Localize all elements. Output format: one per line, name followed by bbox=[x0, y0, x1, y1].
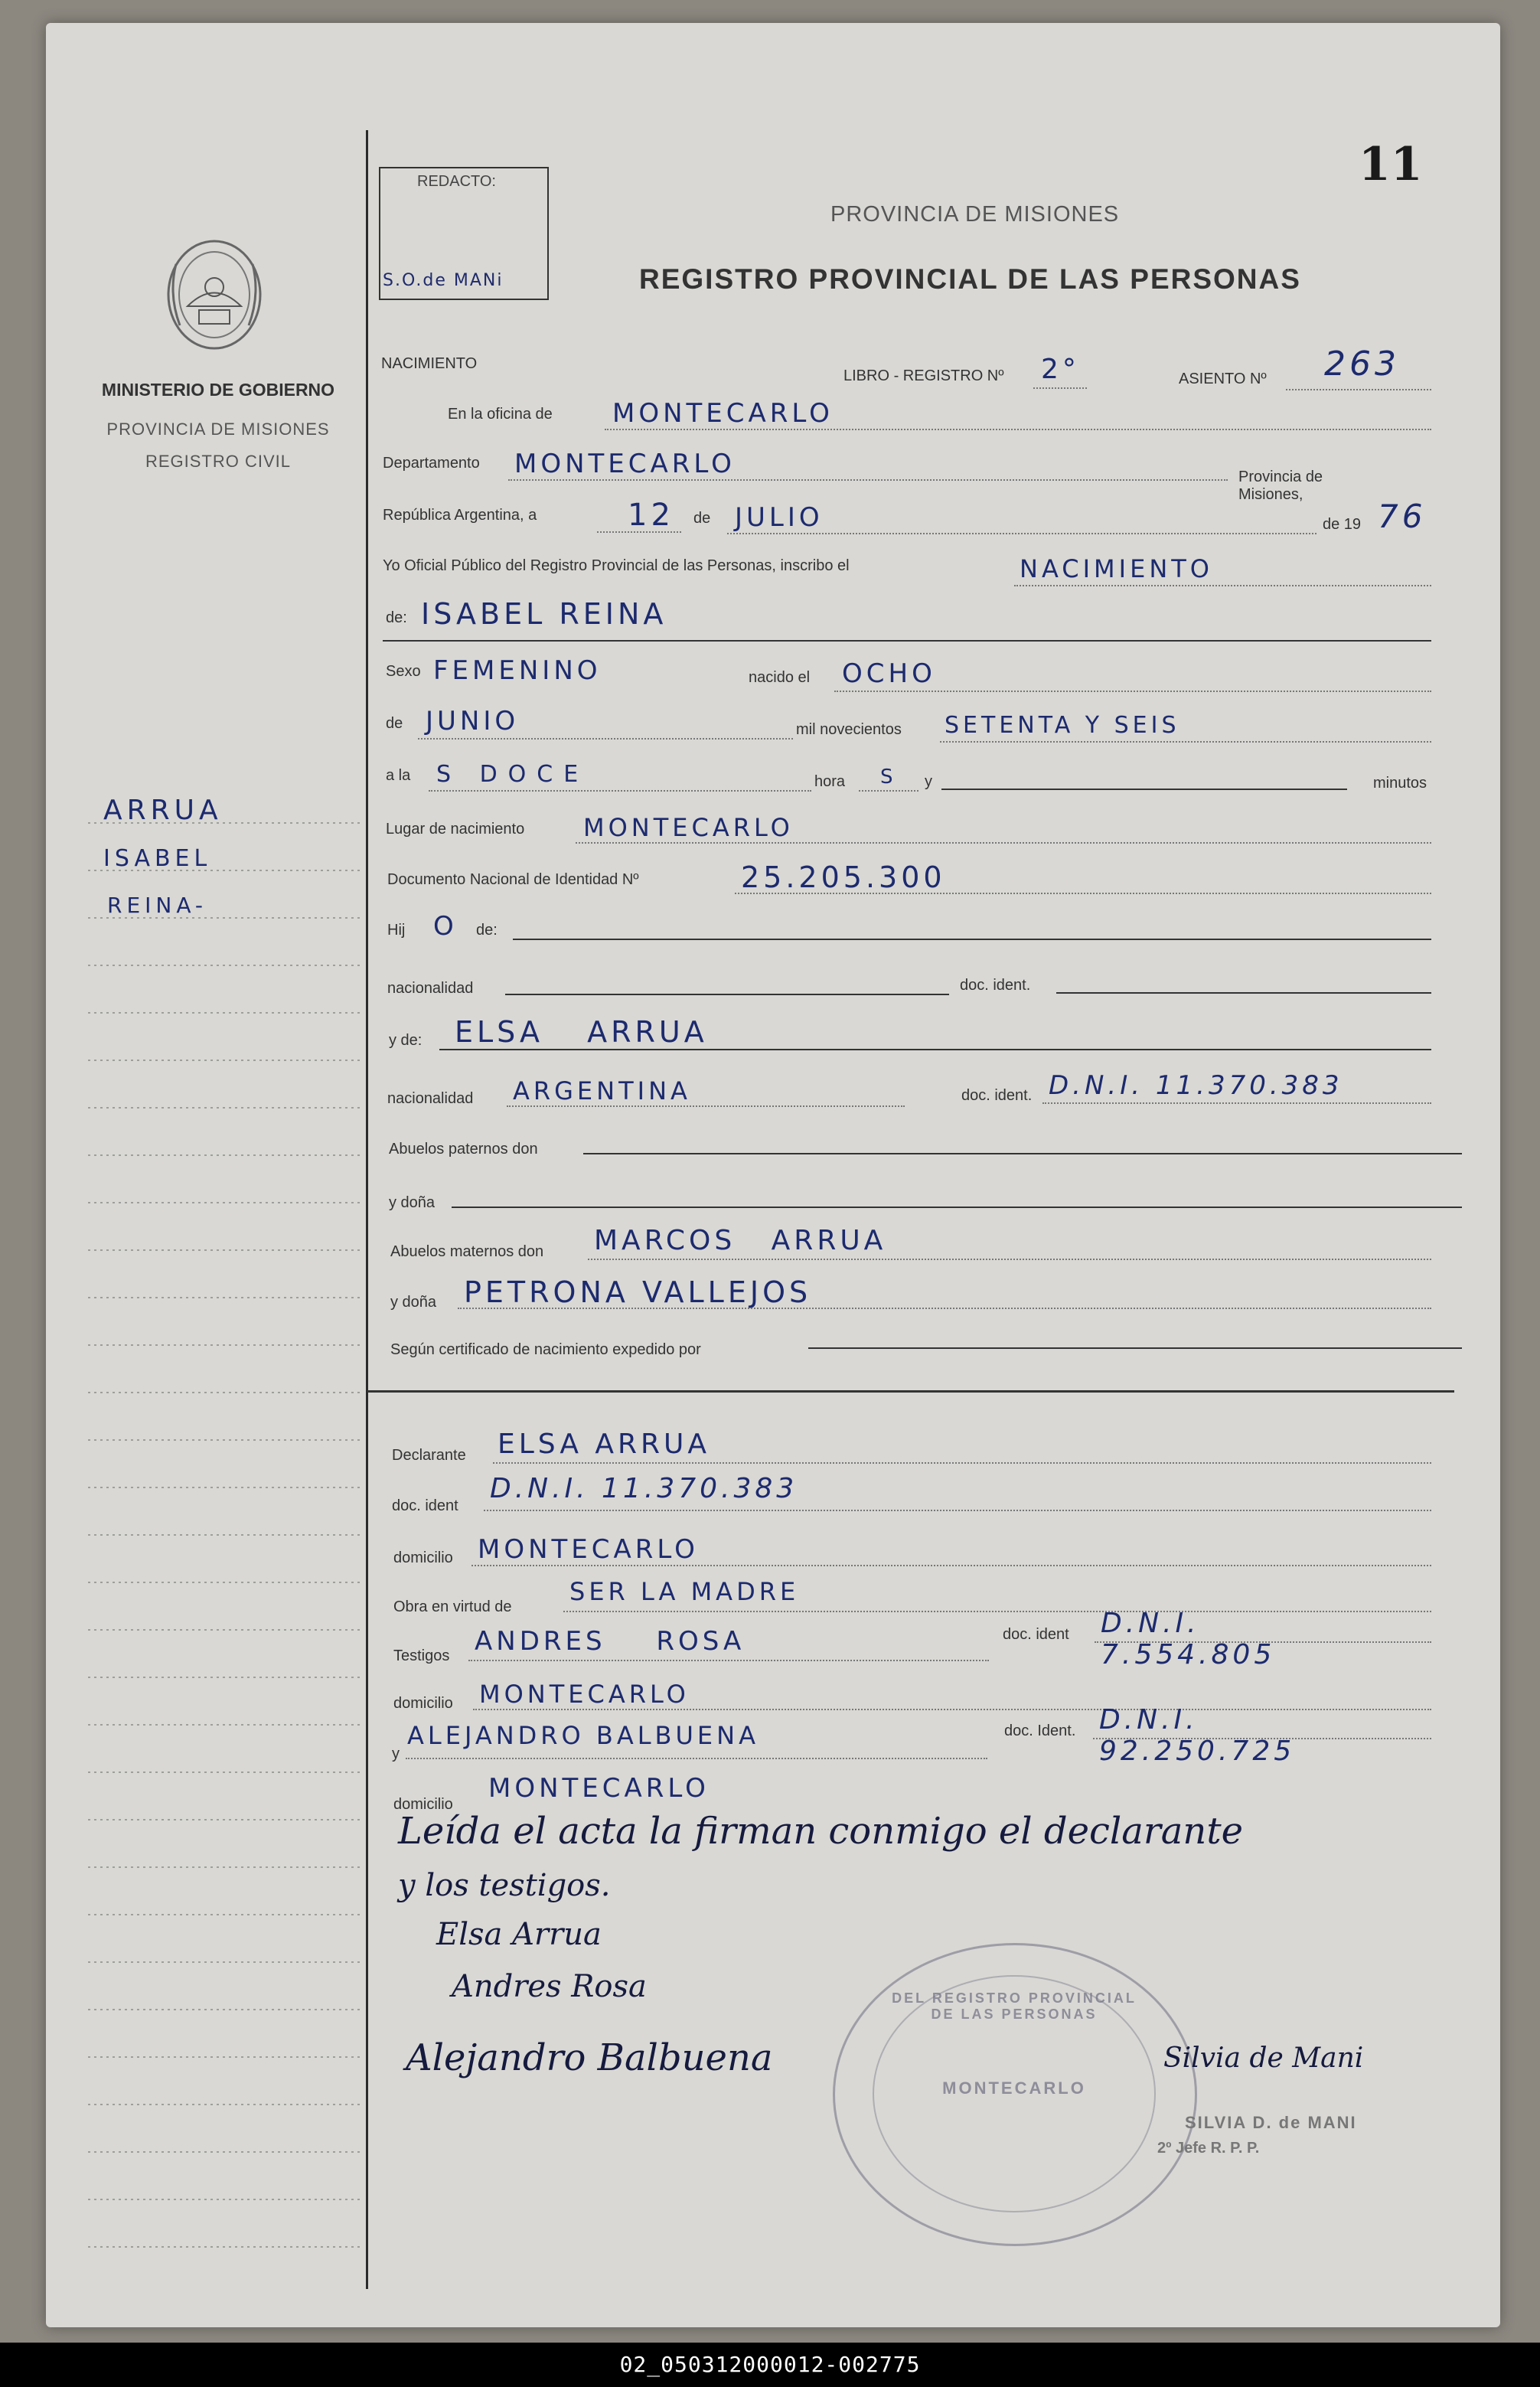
doc-ident2-line bbox=[1042, 1102, 1431, 1104]
asiento-value: 263 bbox=[1324, 344, 1400, 384]
libro-label: LIBRO - REGISTRO Nº bbox=[843, 367, 1004, 384]
departamento-value: MONTECARLO bbox=[514, 449, 736, 479]
dni-label: Documento Nacional de Identidad Nº bbox=[387, 871, 639, 888]
y-dona2-label: y doña bbox=[390, 1294, 437, 1311]
nacido-line bbox=[834, 691, 1431, 692]
abuelos-pat-label: Abuelos paternos don bbox=[389, 1141, 538, 1158]
republica-label: República Argentina, a bbox=[383, 507, 537, 524]
domicilio2-label: domicilio bbox=[393, 1695, 453, 1712]
month-value: JULIO bbox=[735, 502, 824, 533]
registry-heading: REGISTRO PROVINCIAL DE LAS PERSONAS bbox=[639, 263, 1301, 295]
abuelos-mat-line bbox=[588, 1259, 1431, 1260]
nacido-label: nacido el bbox=[749, 669, 811, 686]
oficial-line bbox=[1014, 585, 1431, 586]
month-line bbox=[727, 533, 1317, 534]
sexo-label: Sexo bbox=[386, 663, 421, 680]
declarante-label: Declarante bbox=[392, 1447, 466, 1464]
birth-month-value: JUNIO bbox=[426, 706, 520, 736]
doc-ident2-value: D.N.I. 11.370.383 bbox=[1049, 1070, 1343, 1101]
abuelos-mat-value: MARCOS ARRUA bbox=[594, 1225, 887, 1256]
oficina-value: MONTECARLO bbox=[612, 398, 834, 429]
closing-line-1: Leída el acta la firman conmigo el declarante bbox=[398, 1810, 1244, 1853]
page-number: 11 bbox=[1359, 138, 1423, 191]
obra-value: SER LA MADRE bbox=[569, 1577, 800, 1606]
document-sheet bbox=[46, 23, 1500, 2327]
redacto-value: S.O.de MANi bbox=[383, 271, 504, 290]
testigo1-line bbox=[468, 1660, 989, 1661]
domicilio-value: MONTECARLO bbox=[478, 1534, 699, 1565]
testigo2-y-label: y bbox=[392, 1745, 400, 1762]
mother-line bbox=[439, 1049, 1431, 1050]
ministry-label: MINISTERIO DE GOBIERNO bbox=[101, 380, 335, 400]
nacionalidad2-value: ARGENTINA bbox=[513, 1076, 691, 1105]
testigo2-doc-value: D.N.I. 92.250.725 bbox=[1099, 1704, 1296, 1767]
abuelos-mat-label: Abuelos maternos don bbox=[390, 1243, 544, 1260]
oficial-value: NACIMIENTO bbox=[1020, 554, 1213, 583]
father-line bbox=[513, 939, 1431, 940]
oficina-label: En la oficina de bbox=[448, 406, 553, 423]
hora-line bbox=[859, 790, 918, 792]
testigo2-value: ALEJANDRO BALBUENA bbox=[407, 1721, 759, 1750]
testigos-label: Testigos bbox=[393, 1647, 450, 1664]
testigo2-doc-label: doc. Ident. bbox=[1004, 1722, 1076, 1739]
testigo2-doc-line bbox=[1093, 1738, 1431, 1739]
nacionalidad-line bbox=[505, 994, 949, 995]
segun-line bbox=[808, 1347, 1462, 1349]
closing-line-2: y los testigos. bbox=[398, 1868, 611, 1903]
oficina-line bbox=[605, 429, 1431, 430]
sexo-value: FEMENINO bbox=[433, 655, 602, 686]
redacto-label: REDACTO: bbox=[417, 173, 496, 190]
dni-value: 25.205.300 bbox=[741, 860, 946, 894]
name-line bbox=[383, 640, 1431, 642]
decl-doc-line bbox=[484, 1510, 1431, 1511]
libro-line bbox=[1033, 387, 1087, 389]
y-dona-line bbox=[452, 1207, 1462, 1208]
alas-label: a la bbox=[386, 767, 411, 784]
asiento-line bbox=[1286, 389, 1431, 390]
signature-witness-1: Andres Rosa bbox=[452, 1969, 647, 2004]
signature-declarant: Elsa Arrua bbox=[436, 1917, 602, 1952]
day-line bbox=[597, 531, 681, 533]
margin-note-surname: ARRUA bbox=[103, 795, 223, 826]
official-title: 2º Jefe R. P. P. bbox=[1157, 2140, 1260, 2157]
signature-witness-2: Alejandro Balbuena bbox=[406, 2036, 773, 2079]
act-type-label: NACIMIENTO bbox=[381, 355, 478, 372]
declarante-value: ELSA ARRUA bbox=[498, 1429, 711, 1460]
testigo1-doc-label: doc. ident bbox=[1003, 1626, 1069, 1643]
registered-name: ISABEL REINA bbox=[421, 597, 667, 631]
alas-value: S DOCE bbox=[436, 761, 589, 788]
testigo1-value: ANDRES ROSA bbox=[475, 1626, 746, 1657]
year-label: de 19 bbox=[1323, 516, 1362, 533]
testigo1-doc-value: D.N.I. 7.554.805 bbox=[1101, 1608, 1276, 1670]
mil-value: SETENTA Y SEIS bbox=[945, 712, 1180, 739]
minutos-label: minutos bbox=[1373, 775, 1427, 792]
testigo2-line bbox=[406, 1758, 987, 1759]
asiento-label: ASIENTO Nº bbox=[1179, 371, 1267, 387]
margin-note-second: REINA- bbox=[107, 893, 207, 918]
abuelos-pat-line bbox=[583, 1153, 1462, 1154]
domicilio3-value: MONTECARLO bbox=[488, 1773, 710, 1804]
stamp-text: DEL REGISTRO PROVINCIAL DE LAS PERSONAS bbox=[892, 1990, 1137, 2022]
obra-label: Obra en virtud de bbox=[393, 1598, 512, 1615]
domicilio2-value: MONTECARLO bbox=[479, 1680, 690, 1709]
oficial-label: Yo Oficial Público del Registro Provincial de las Personas, inscribo el bbox=[383, 557, 850, 574]
doc-ident2-label: doc. ident. bbox=[961, 1087, 1033, 1104]
left-province-label: PROVINCIA DE MISIONES bbox=[106, 420, 330, 439]
provincial-seal-icon bbox=[157, 233, 272, 360]
mil-label: mil novecientos bbox=[796, 721, 902, 738]
day-value: 12 bbox=[628, 498, 674, 533]
y-dona2-line bbox=[458, 1308, 1431, 1309]
y-dona-label: y doña bbox=[389, 1194, 436, 1211]
margin-note-given: ISABEL bbox=[103, 845, 212, 872]
official-signature: Silvia de Mani bbox=[1163, 2043, 1364, 2074]
domicilio3-label: domicilio bbox=[393, 1796, 453, 1813]
nacionalidad2-label: nacionalidad bbox=[387, 1090, 474, 1107]
declarante-line bbox=[493, 1462, 1431, 1464]
departamento-label: Departamento bbox=[383, 455, 480, 472]
birth-month-de-label: de bbox=[386, 715, 403, 732]
domicilio-label: domicilio bbox=[393, 1549, 453, 1566]
decl-doc-value: D.N.I. 11.370.383 bbox=[490, 1473, 798, 1504]
lugar-label: Lugar de nacimiento bbox=[386, 821, 525, 838]
alas-line bbox=[429, 790, 811, 792]
hora-label: hora bbox=[814, 773, 846, 790]
hijo-value: O bbox=[433, 911, 458, 942]
testigo1-doc-line bbox=[1095, 1641, 1431, 1643]
hora-value: S bbox=[880, 766, 897, 789]
lugar-line bbox=[576, 842, 1431, 844]
birth-month-line bbox=[418, 738, 793, 740]
segun-label: Según certificado de nacimiento expedido por bbox=[390, 1341, 701, 1358]
mil-line bbox=[940, 741, 1431, 743]
provincia-label: Provincia de Misiones, bbox=[1238, 469, 1323, 503]
stamp-center-text: MONTECARLO bbox=[942, 2078, 1086, 2098]
hijo-de-label: de: bbox=[476, 922, 498, 939]
month-de-label: de bbox=[693, 510, 711, 527]
departamento-line bbox=[508, 479, 1228, 481]
name-de-label: de: bbox=[386, 609, 407, 626]
domicilio-line bbox=[471, 1565, 1431, 1566]
mother-value: ELSA ARRUA bbox=[455, 1015, 708, 1049]
vertical-rule bbox=[366, 130, 368, 2289]
y-dona2-value: PETRONA VALLEJOS bbox=[464, 1275, 812, 1309]
y-label: y bbox=[925, 773, 932, 790]
dni-line bbox=[735, 893, 1431, 894]
image-caption: 02_050312000012-002775 bbox=[0, 2343, 1540, 2387]
nacionalidad2-line bbox=[507, 1105, 905, 1107]
doc-ident-label: doc. ident. bbox=[960, 977, 1031, 994]
libro-value: 2° bbox=[1041, 354, 1080, 385]
nacionalidad-label: nacionalidad bbox=[387, 980, 474, 997]
year-value: 76 bbox=[1378, 498, 1427, 535]
section-divider bbox=[367, 1390, 1454, 1393]
registry-label: REGISTRO CIVIL bbox=[145, 452, 292, 471]
decl-doc-label: doc. ident bbox=[392, 1497, 458, 1514]
doc-ident-line bbox=[1056, 992, 1431, 994]
lugar-value: MONTECARLO bbox=[583, 813, 794, 842]
minutes-line bbox=[941, 789, 1347, 790]
nacido-value: OCHO bbox=[842, 658, 936, 689]
hijo-label: Hij bbox=[387, 922, 406, 939]
official-name: SILVIA D. de MANI bbox=[1185, 2113, 1357, 2132]
province-heading: PROVINCIA DE MISIONES bbox=[830, 202, 1120, 227]
mother-label: y de: bbox=[389, 1032, 423, 1049]
